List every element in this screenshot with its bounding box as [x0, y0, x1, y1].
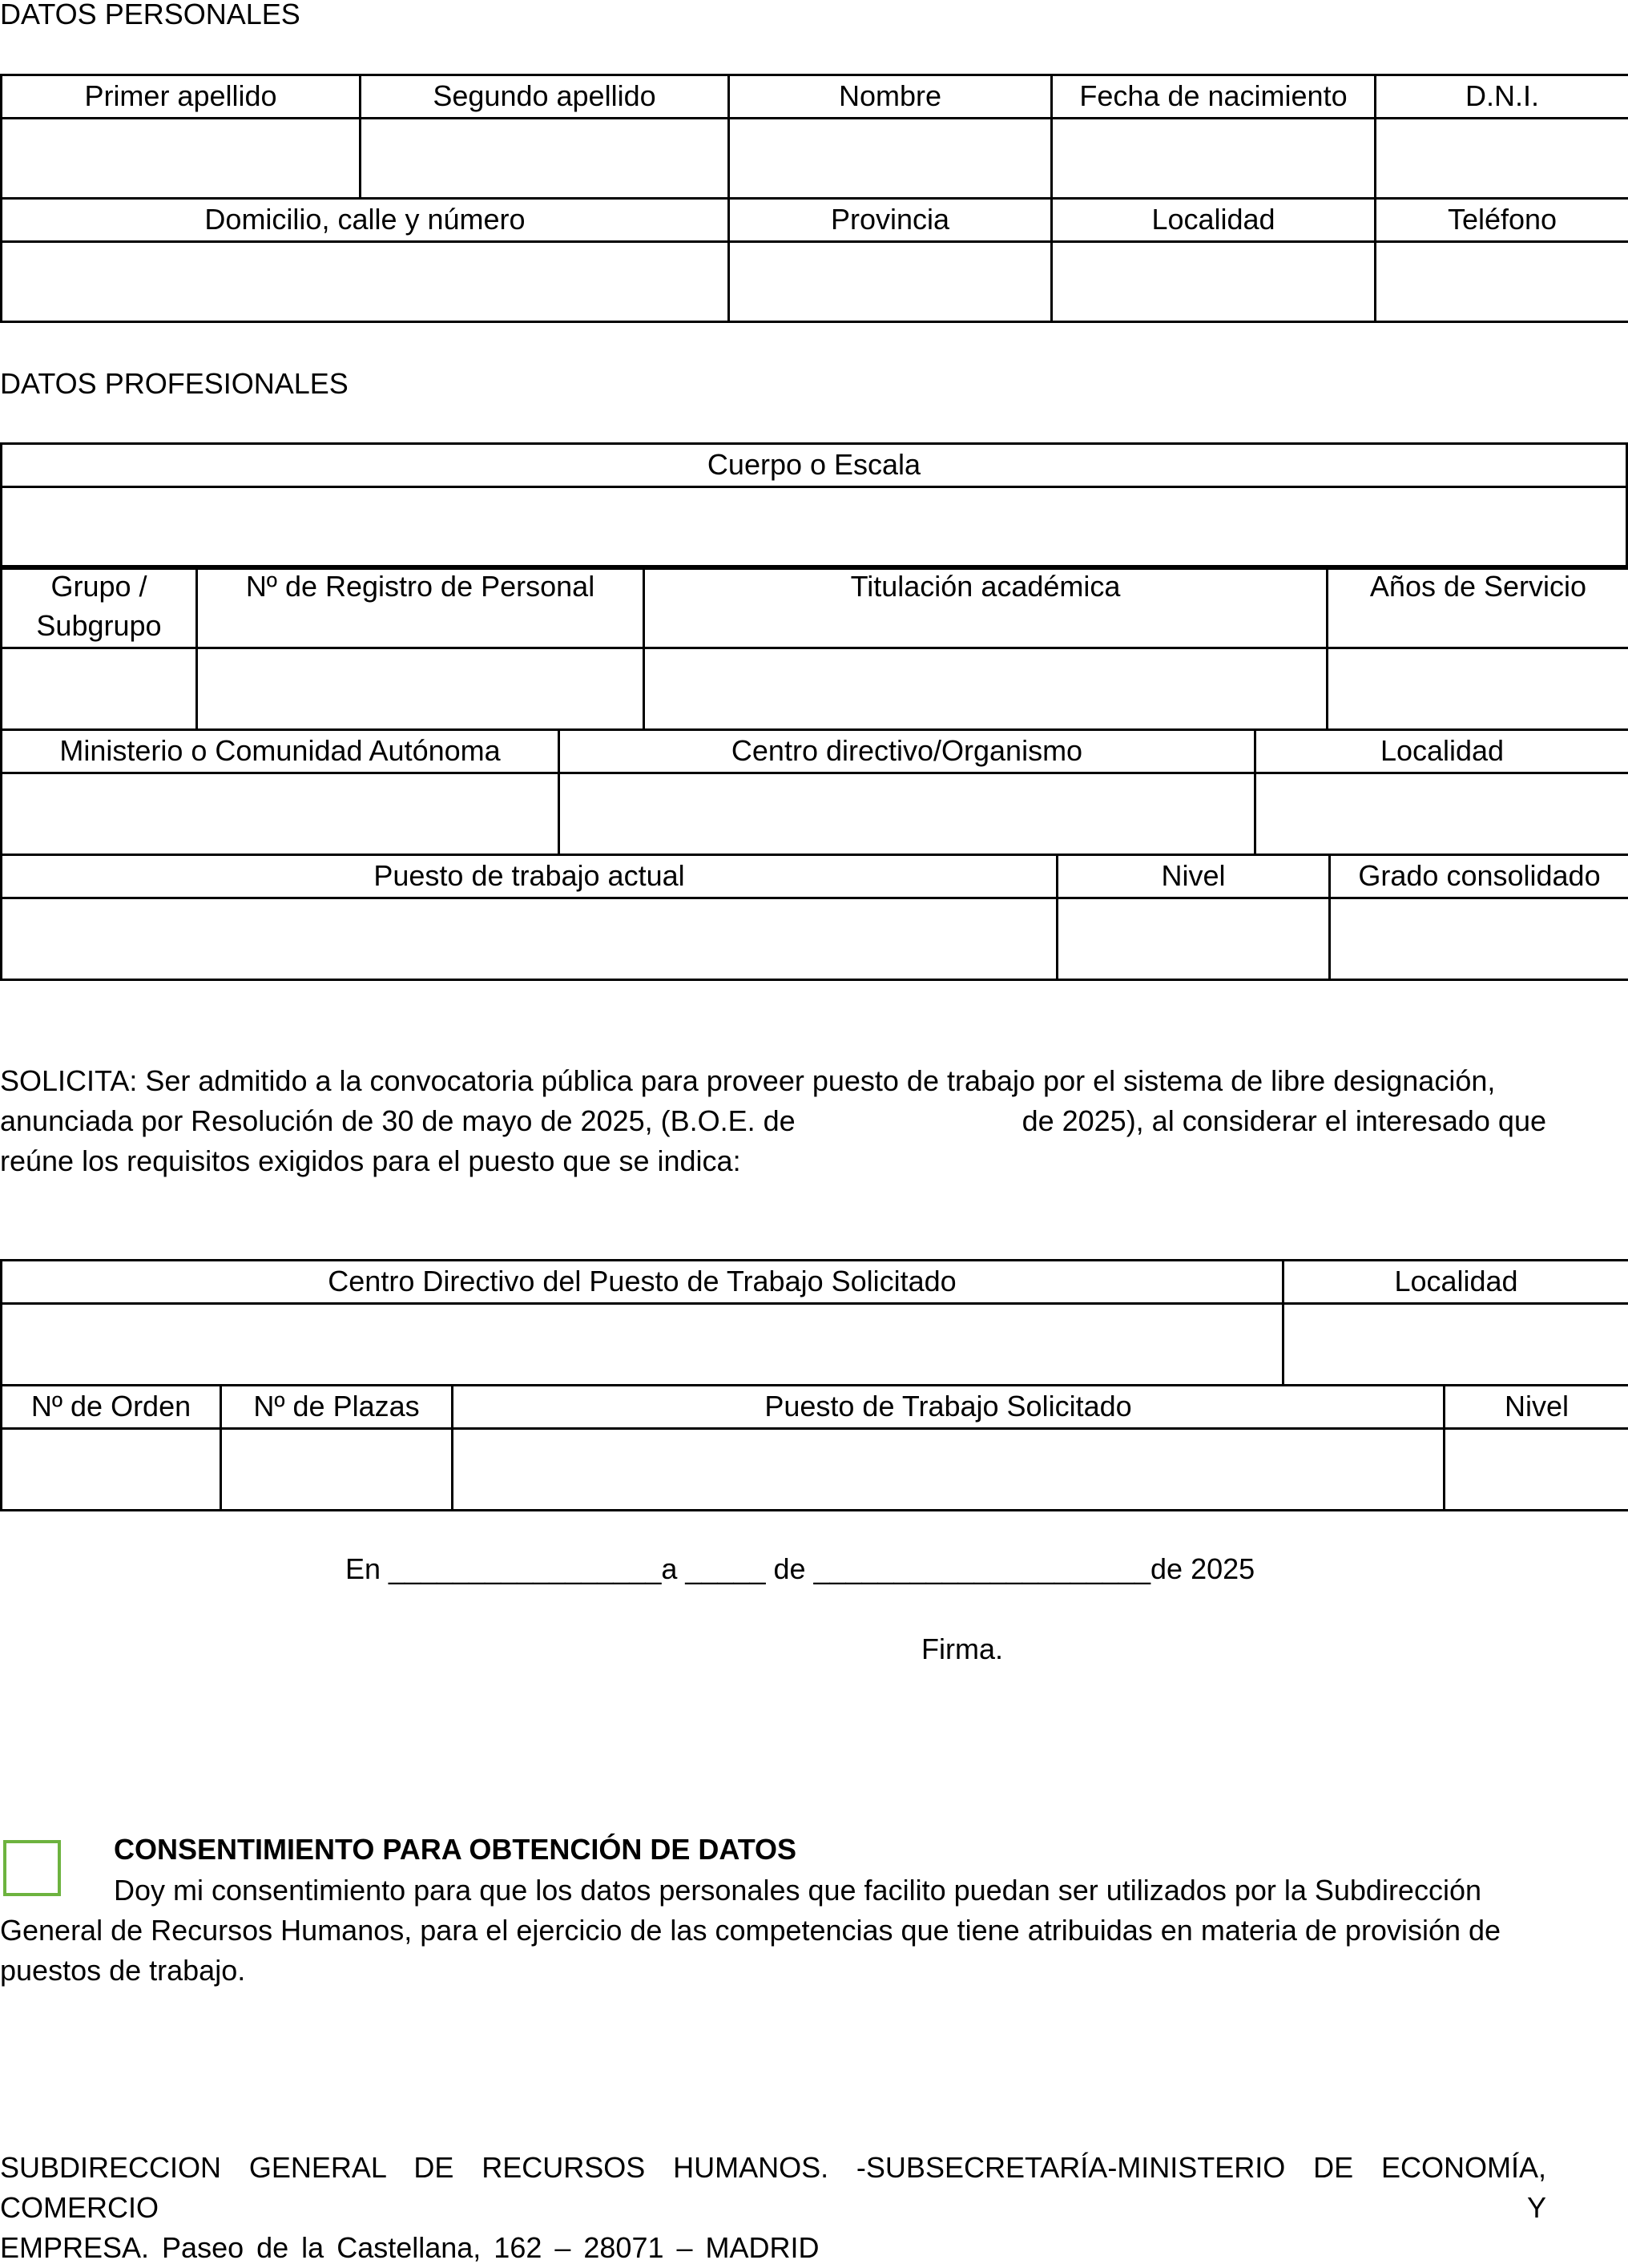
puesto-table	[0, 854, 1628, 981]
field-provincia[interactable]	[729, 242, 1052, 322]
requested-centro-table	[0, 1259, 1628, 1386]
header-grado-consolidado: Grado consolidado	[1330, 855, 1628, 898]
solicita-line-2	[0, 1101, 1546, 1141]
header-cuerpo-escala: Cuerpo o Escala	[2, 444, 1627, 487]
solicita-line-2-b: de 2025), al considerar el interesado que	[1022, 1101, 1546, 1141]
field-numero-plazas[interactable]	[221, 1429, 453, 1511]
footer-line-2: EMPRESA. Paseo de la Castellana, 162 – 28071 – MADRID	[0, 2228, 1546, 2268]
header-puesto-solicitado: Puesto de Trabajo Solicitado	[453, 1386, 1445, 1429]
field-localidad-solicitada[interactable]	[1283, 1304, 1628, 1386]
header-puesto-actual: Puesto de trabajo actual	[2, 855, 1058, 898]
header-ministerio: Ministerio o Comunidad Autónoma	[2, 730, 559, 773]
header-numero-orden: Nº de Orden	[2, 1386, 221, 1429]
signature-label: Firma.	[921, 1630, 1003, 1669]
footer-address	[0, 2148, 1546, 2268]
field-localidad[interactable]	[1052, 242, 1376, 322]
field-centro-directivo[interactable]	[559, 773, 1255, 855]
cuerpo-table	[0, 442, 1628, 570]
grupo-line-1: Grupo /	[7, 567, 191, 607]
grupo-line-2: Subgrupo	[7, 607, 191, 646]
header-titulacion: Titulación académica	[644, 567, 1328, 648]
consent-line-1: Doy mi consentimiento para que los datos personales que facilito puedan ser utilizados por la Subdirección	[0, 1870, 1546, 1911]
header-segundo-apellido: Segundo apellido	[361, 75, 729, 119]
header-primer-apellido: Primer apellido	[2, 75, 361, 119]
header-localidad-solicitada: Localidad	[1283, 1261, 1628, 1304]
header-localidad: Localidad	[1052, 199, 1376, 242]
field-puesto-actual[interactable]	[2, 898, 1058, 980]
field-nivel-solicitado[interactable]	[1445, 1429, 1628, 1511]
solicita-paragraph	[0, 1061, 1546, 1181]
header-provincia: Provincia	[729, 199, 1052, 242]
consent-line-3: puestos de trabajo.	[0, 1951, 1546, 1991]
header-registro-personal: Nº de Registro de Personal	[197, 567, 644, 648]
field-telefono[interactable]	[1376, 242, 1628, 322]
header-dni: D.N.I.	[1376, 75, 1628, 119]
header-numero-plazas: Nº de Plazas	[221, 1386, 453, 1429]
field-fecha-nacimiento[interactable]	[1052, 119, 1376, 199]
ministerio-table	[0, 728, 1628, 856]
field-nivel-actual[interactable]	[1058, 898, 1330, 980]
header-fecha-nacimiento: Fecha de nacimiento	[1052, 75, 1376, 119]
field-cuerpo-escala[interactable]	[2, 487, 1627, 569]
field-anos-servicio[interactable]	[1328, 648, 1628, 730]
consent-title: CONSENTIMIENTO PARA OBTENCIÓN DE DATOS	[114, 1830, 796, 1870]
field-centro-solicitado[interactable]	[2, 1304, 1283, 1386]
field-domicilio[interactable]	[2, 242, 729, 322]
header-nombre: Nombre	[729, 75, 1052, 119]
header-anos-servicio: Años de Servicio	[1328, 567, 1628, 648]
header-telefono: Teléfono	[1376, 199, 1628, 242]
field-grado-consolidado[interactable]	[1330, 898, 1628, 980]
field-numero-orden[interactable]	[2, 1429, 221, 1511]
header-centro-directivo: Centro directivo/Organismo	[559, 730, 1255, 773]
field-nombre[interactable]	[729, 119, 1052, 199]
personal-data-table	[0, 74, 1628, 323]
field-titulacion[interactable]	[644, 648, 1328, 730]
solicita-line-3: reúne los requisitos exigidos para el puesto que se indica:	[0, 1141, 1546, 1181]
header-centro-solicitado: Centro Directivo del Puesto de Trabajo Solicitado	[2, 1261, 1283, 1304]
solicita-line-2-a: anunciada por Resolución de 30 de mayo de 2025, (B.O.E. de	[0, 1101, 796, 1141]
header-localidad-profesional: Localidad	[1255, 730, 1628, 773]
professional-data-title: DATOS PROFESIONALES	[0, 365, 349, 404]
personal-data-title: DATOS PERSONALES	[0, 0, 300, 34]
field-dni[interactable]	[1376, 119, 1628, 199]
consent-line-2: General de Recursos Humanos, para el ejercicio de las competencias que tiene atribuidas en materia de provisión de	[0, 1911, 1546, 1951]
field-ministerio[interactable]	[2, 773, 559, 855]
header-grupo-subgrupo	[2, 567, 197, 648]
field-registro-personal[interactable]	[197, 648, 644, 730]
field-grupo-subgrupo[interactable]	[2, 648, 197, 730]
consent-paragraph	[0, 1870, 1546, 1991]
requested-puesto-table	[0, 1384, 1628, 1511]
field-puesto-solicitado[interactable]	[453, 1429, 1445, 1511]
solicita-line-1: SOLICITA: Ser admitido a la convocatoria pública para proveer puesto de trabajo por el sistema de libre designación,	[0, 1061, 1546, 1101]
field-primer-apellido[interactable]	[2, 119, 361, 199]
footer-line-1: SUBDIRECCION GENERAL DE RECURSOS HUMANOS. -SUBSECRETARÍA-MINISTERIO DE ECONOMÍA, COMERCIO Y	[0, 2148, 1546, 2228]
field-localidad-profesional[interactable]	[1255, 773, 1628, 855]
grupo-table	[0, 565, 1628, 731]
header-domicilio: Domicilio, calle y número	[2, 199, 729, 242]
field-segundo-apellido[interactable]	[361, 119, 729, 199]
header-nivel-actual: Nivel	[1058, 855, 1330, 898]
date-line: En _________________a _____ de _____________________de 2025	[345, 1550, 1255, 1589]
header-nivel-solicitado: Nivel	[1445, 1386, 1628, 1429]
